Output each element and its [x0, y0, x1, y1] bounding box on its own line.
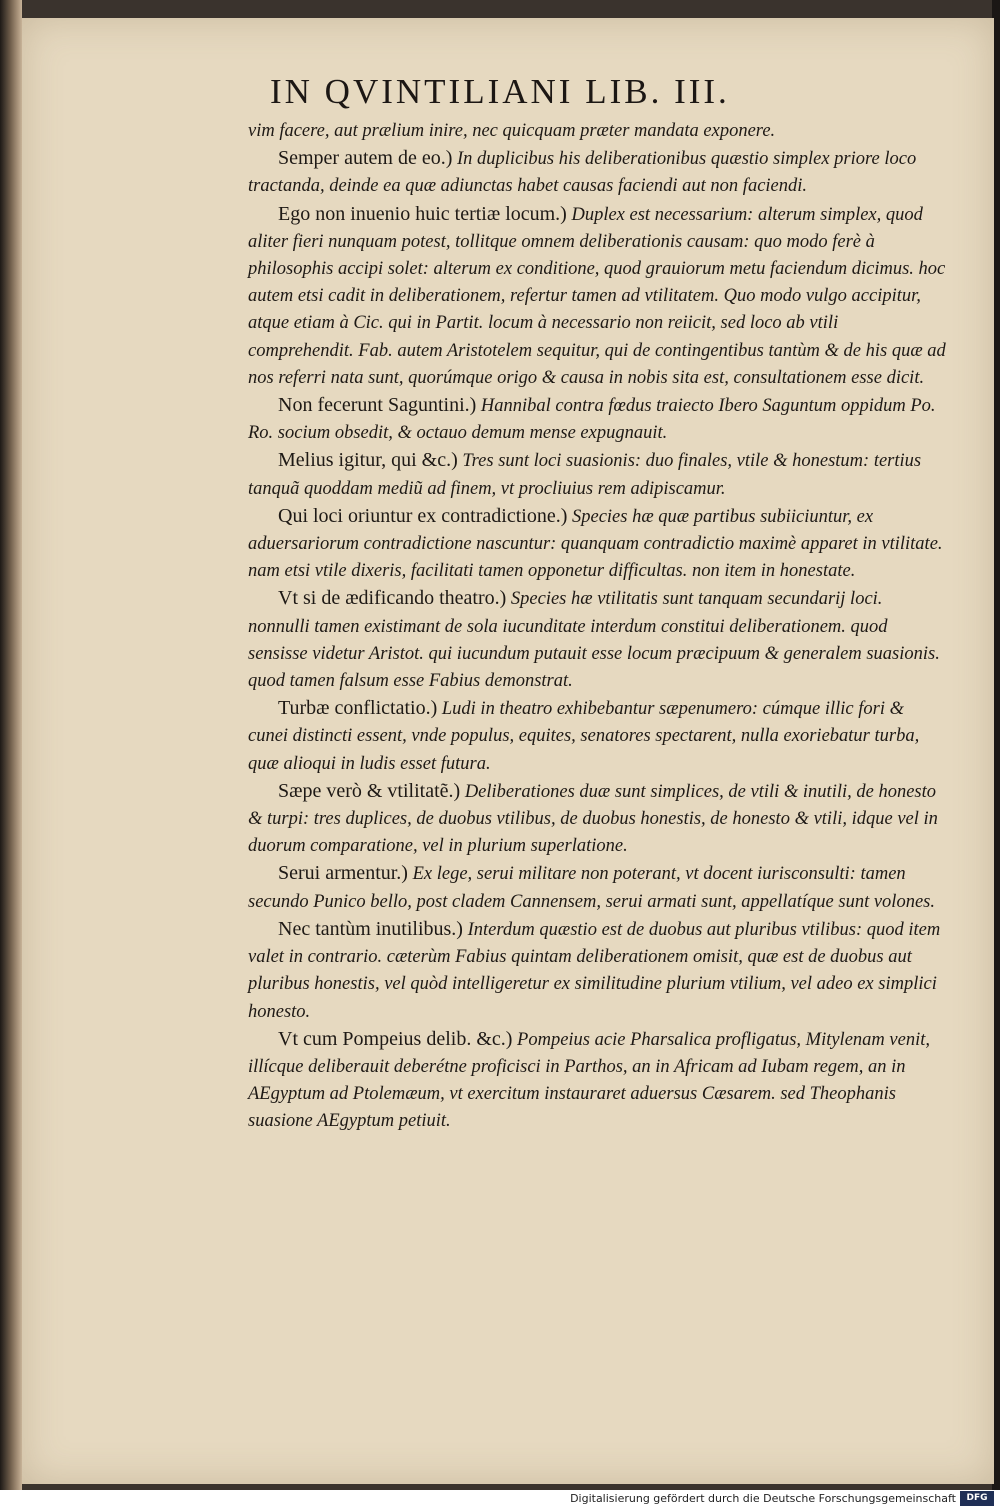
lemma-quotation: Vt cum Pompeius delib. &c.) — [278, 1027, 513, 1050]
commentary-paragraph — [248, 916, 948, 1026]
lemma-quotation: Melius igitur, qui &c.) — [278, 449, 458, 472]
commentary-text — [248, 118, 948, 1136]
commentary-gloss: Species hæ quæ partibus subiiciuntur, ex aduersariorum contradictione nascuntur: quanquam contradictio maximè apparet in vtilitate. nam etsi vtile dixeris, facilitati tamen opponetur difficultas. non item in honestate. — [248, 506, 943, 582]
commentary-gloss: Species hæ vtilitatis sunt tanquam secundarij loci. nonnulli tamen existimant de sola iucunditate interdum constitui deliberationem. quod sensisse videtur Aristot. qui iucundum putauit esse locum præcipuum & generalem suasionis. quod tamen falsum esse Fabius demonstrat. — [248, 589, 940, 692]
commentary-paragraph — [248, 1026, 948, 1136]
commentary-paragraph — [248, 201, 948, 392]
digitization-credit: Digitalisierung gefördert durch die Deutsche Forschungsgemeinschaft — [570, 1492, 956, 1505]
commentary-paragraph — [248, 145, 948, 200]
lemma-quotation: Turbæ conflictatio.) — [278, 697, 438, 720]
commentary-paragraph — [248, 585, 948, 695]
book-spine-edge — [0, 0, 22, 1490]
lemma-quotation: Sæpe verò & vtilitatẽ.) — [278, 779, 461, 802]
lemma-quotation: Nec tantùm inutilibus.) — [278, 917, 463, 940]
lemma-quotation: Serui armentur.) — [278, 862, 408, 885]
commentary-gloss: Pompeius acie Pharsalica profligatus, Mitylenam venit, illícque deliberauit deberétne proficisci in Parthos, an in Africam ad Iubam regem, an in AEgyptum ad Ptolemæum, vt exercitum instauraret aduersus Cæsarem. sed Theophanis suasione AEgyptum petiuit. — [248, 1029, 930, 1132]
dfg-logo: DFG — [960, 1491, 994, 1506]
commentary-paragraph — [248, 447, 948, 502]
lemma-quotation: Semper autem de eo.) — [278, 147, 453, 170]
lemma-quotation: Non fecerunt Saguntini.) — [278, 394, 477, 417]
commentary-gloss: Duplex est necessarium: alterum simplex, quod aliter fieri nunquam potest, tollitque omnem deliberationis causam: quo modo ferè à philosophis accipi solet: alterum ex conditione, quod grauiorum metu faciendum dicimus. hoc autem etsi cadit in deliberationem, refertur tamen ad vtilitatem. Quo modo vulgo accipitur, atque etiam à Cic. qui in Partit. locum à necessario non reiicit, sed loco ab vtili comprehendit. Fab. autem Aristotelem sequitur, qui de contingentibus tantùm & de his quæ ad nos referri nata sunt, quorúmque origo & causa in nobis sita est, consultationem esse dicit. — [248, 204, 946, 388]
commentary-gloss: Tres sunt loci suasionis: duo finales, vtile & honestum: tertius tanquã quoddam mediũ ad finem, vt procliuius rem adipiscamur. — [248, 451, 922, 499]
commentary-gloss: Hannibal contra fœdus traiecto Ibero Saguntum oppidum Po. Ro. socium obsedit, & octauo demum mense expugnauit. — [248, 396, 936, 444]
lemma-quotation: Qui loci oriuntur ex contradictione.) — [278, 504, 568, 527]
commentary-gloss: Deliberationes duæ sunt simplices, de vtili & inutili, de honesto & turpi: tres duplices, de duobus vtilibus, de duobus honestis, de honesto & vtili, idque vel in duorum comparatione, vel in plurium superlatione. — [248, 781, 938, 857]
running-head: IN QVINTILIANI LIB. III. — [270, 72, 730, 111]
commentary-gloss: Ludi in theatro exhibebantur sæpenumero: cúmque illic fori & cunei distincti essent, vnde populus, equites, senatores spectarent, nulla exoriebatur turba, quæ alioqui in ludis esset futura. — [248, 699, 920, 774]
commentary-gloss: In duplicibus his deliberationibus quæstio simplex priore loco tractanda, deinde ea quæ adiunctas habet causas faciendi aut non faciendi. — [248, 149, 917, 197]
commentary-gloss: Ex lege, serui militare non poterant, vt docent iurisconsulti: tamen secundo Punico bello, post cladem Cannensem, serui armati sunt, appellatíque sunt volones. — [248, 864, 935, 912]
commentary-paragraph — [248, 695, 948, 778]
lemma-quotation: Ego non inuenio huic tertiæ locum.) — [278, 202, 567, 225]
commentary-paragraph — [248, 503, 948, 586]
lemma-quotation: Vt si de ædificando theatro.) — [278, 587, 507, 610]
commentary-gloss: Interdum quæstio est de duobus aut pluribus vtilibus: quod item valet in contrario. cæterùm Fabius quintam deliberationem omisit, quæ est de duobus aut pluribus honestis, vel quòd intelligeretur ex similitudine plurium vtilium, vel adeo ex simplici honesto. — [248, 919, 941, 1022]
commentary-gloss: vim facere, aut prælium inire, nec quicquam præter mandata exponere. — [248, 121, 776, 141]
commentary-paragraph — [248, 778, 948, 861]
commentary-paragraph — [248, 118, 948, 145]
commentary-paragraph — [248, 860, 948, 915]
commentary-paragraph — [248, 392, 948, 447]
